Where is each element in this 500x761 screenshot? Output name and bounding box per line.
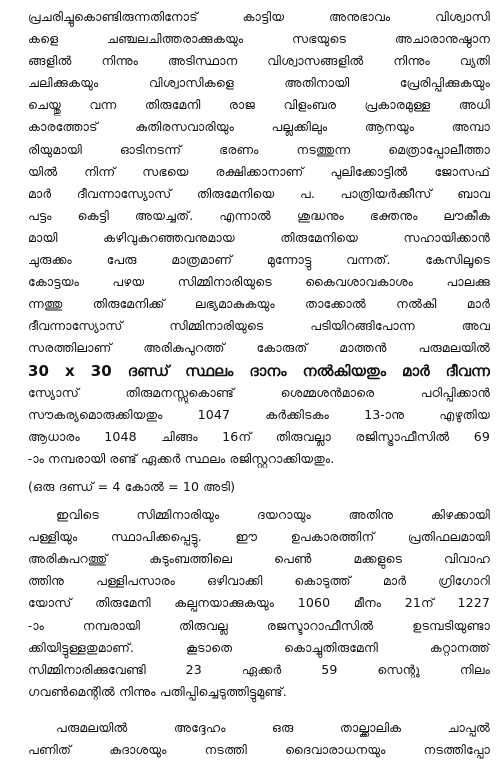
paragraph-2 bbox=[28, 504, 490, 703]
text-line: ദീവന്നാസ്യോസ് സിമ്മിനാരിയുടെ പടിയിറങ്ങിപോന്ന അവ bbox=[28, 318, 490, 334]
measurement-note bbox=[28, 476, 490, 498]
text-line: പരുമലയിൽ അദ്ദേഹം ഒരു താല്ക്കാലിക ചാപ്പൽ bbox=[56, 719, 490, 735]
text-line: -ാം നമ്പരായി രണ്ട് ഏക്കർ സ്ഥലം രജിസ്റ്ററാക്കിയതും. bbox=[28, 450, 335, 466]
text-line: ചലിക്കുകയും വിശ്വാസികളെ അതിനായി പ്രേരിപ്പിക്കുകയും bbox=[28, 75, 490, 91]
text-line: പ്രചരിച്ചുകൊണ്ടിരുന്നതിനോട് കാട്ടിയ അനുഭാവം വിശ്വാസി bbox=[28, 9, 490, 24]
text-line: ഗവൺമെന്റിൽ നിന്നും പതിപ്പിച്ചെടുത്തിട്ടുമുണ്ട്. bbox=[28, 683, 287, 699]
text-line: കളെ ചഞ്ചലചിത്തരാക്കുകയും സഭയുടെ അചാരാനുഷ്ഠാന bbox=[28, 31, 490, 47]
paragraph-gap bbox=[28, 703, 490, 717]
text-line: 30 x 30 ദണ്ഡ് സ്ഥലം ദാനം നൽകിയതും മാർ ദീവന്ന bbox=[28, 361, 490, 380]
text-line: ങ്ങളിൽ നിന്നും അടിസ്ഥാന വിശ്വാസങ്ങളിൽ നിന്നും വ്യതി bbox=[28, 53, 490, 69]
text-line: സിമ്മിനാരിക്കുവേണ്ടി 23 ഏക്കർ 59 സെന്റു നിലം bbox=[28, 661, 490, 677]
text-line: പട്ടം കെട്ടി അയച്ചത്. എന്നാൽ ശുദ്ധനും ഭക്തനും ലൗകീക bbox=[28, 207, 490, 223]
text-line: സൗകര്യമൊരുക്കിയതും 1047 കർക്കിടകം 13-ാനു എഴുതിയ bbox=[28, 406, 490, 422]
text-line: ന്നത്തു തിരുമേനിക്ക് ലഭ്യമാകുകയും താക്കോൽ നൽകി മാർ bbox=[28, 296, 490, 312]
text-line: ത്തിനു പള്ളിപസാരം ഒഴിവാക്കി കൊടുത്ത് മാർ ഗ്രിഗോറി bbox=[28, 573, 490, 589]
text-line: യിൽ നിന്ന് സഭയെ രക്ഷിക്കാനാണ് പുലിക്കോട്ടിൽ ജോസഫ് bbox=[28, 163, 490, 179]
text-line: ചെയ്തു വന്ന തിരുമേനി രാജ വിളംബര പ്രകാരമുള്ള അധി bbox=[28, 97, 490, 113]
paragraph-3 bbox=[28, 717, 490, 761]
text-line: പണിത് കുദാശയും നടത്തി ദൈവാരാധനയും നടത്തിപ്പോ bbox=[28, 742, 490, 757]
note-text: (ഒരു ദണ്ഡ് = 4 കോൽ = 10 അടി) bbox=[28, 478, 236, 494]
text-line: മാർ ദീവന്നാസ്യോസ് തിരുമേനിയെ പ. പാത്രിയർക്കീസ് ബാവ bbox=[28, 185, 490, 201]
text-line: രിയുമായി ഓടിനടന്ന് ഭരണം നടത്തുന്ന മെത്രാപ്പോലീത്താ bbox=[28, 141, 490, 157]
text-line: ചുരുക്കം പേരു മാത്രമാണ് മുന്നോട്ടു വന്നത്. കേസിലൂടെ bbox=[28, 252, 490, 268]
text-line: ആധാരം 1048 ചിങ്ങം 16ന് തിരുവല്ലാ രജിസ്ട്രാഫീസിൽ 69 bbox=[28, 428, 490, 444]
text-line: സരത്തിലാണ് അരികുപുറത്ത് കോരുത് മാത്തൻ പരുമലയിൽ bbox=[28, 340, 490, 356]
text-line: അരികുപറത്തു് കുടുംബത്തിലെ പെൺ മക്കളുടെ വിവാഹ bbox=[28, 551, 490, 567]
text-line: യോസ് തിരുമേനി കല്പനയാക്കുകയും 1060 മീനം 21ന് 1227 bbox=[28, 595, 490, 611]
text-line: പള്ളിയും സ്ഥാപിക്കപ്പെട്ടു. ഈ ഉപകാരത്തിന് പ്രതിഫലമായി bbox=[28, 529, 490, 545]
text-line: കാരത്തോട് കുതിരസവാരിയും പല്ലക്കിലും ആനയും അമ്പാ bbox=[28, 119, 490, 135]
text-line: സ്യോസ് തിരുമനസ്സുകൊണ്ട് ശെമ്മശൻമാരെ പഠിപ്പിക്കാൻ bbox=[28, 384, 490, 400]
document-page bbox=[28, 6, 490, 761]
text-line: ഇവിടെ സിമ്മിനാരിയും ദയറായും അതിനു കിഴക്കായി bbox=[56, 507, 490, 523]
text-line: കോട്ടയം പഴയ സിമ്മിനാരിയുടെ കൈവശാവകാശം പാലക്കു bbox=[28, 274, 490, 290]
paragraph-1 bbox=[28, 6, 490, 470]
text-line: ക്കിയിട്ടുള്ളതുമാണ്. കൂടാതെ കൊച്ചുതിരുമേനി കറ്റാനത്ത് bbox=[28, 639, 490, 655]
text-line: മായി കഴിവുകുറഞ്ഞവനുമായ തിരുമേനിയെ സഹായിക്കാൻ bbox=[28, 229, 490, 245]
text-line: -ാം നമ്പരായി തിരുവല്ല രജസ്ടാറാഫീസിൽ ഉടമ്പടിയുണ്ടാ bbox=[28, 617, 490, 633]
